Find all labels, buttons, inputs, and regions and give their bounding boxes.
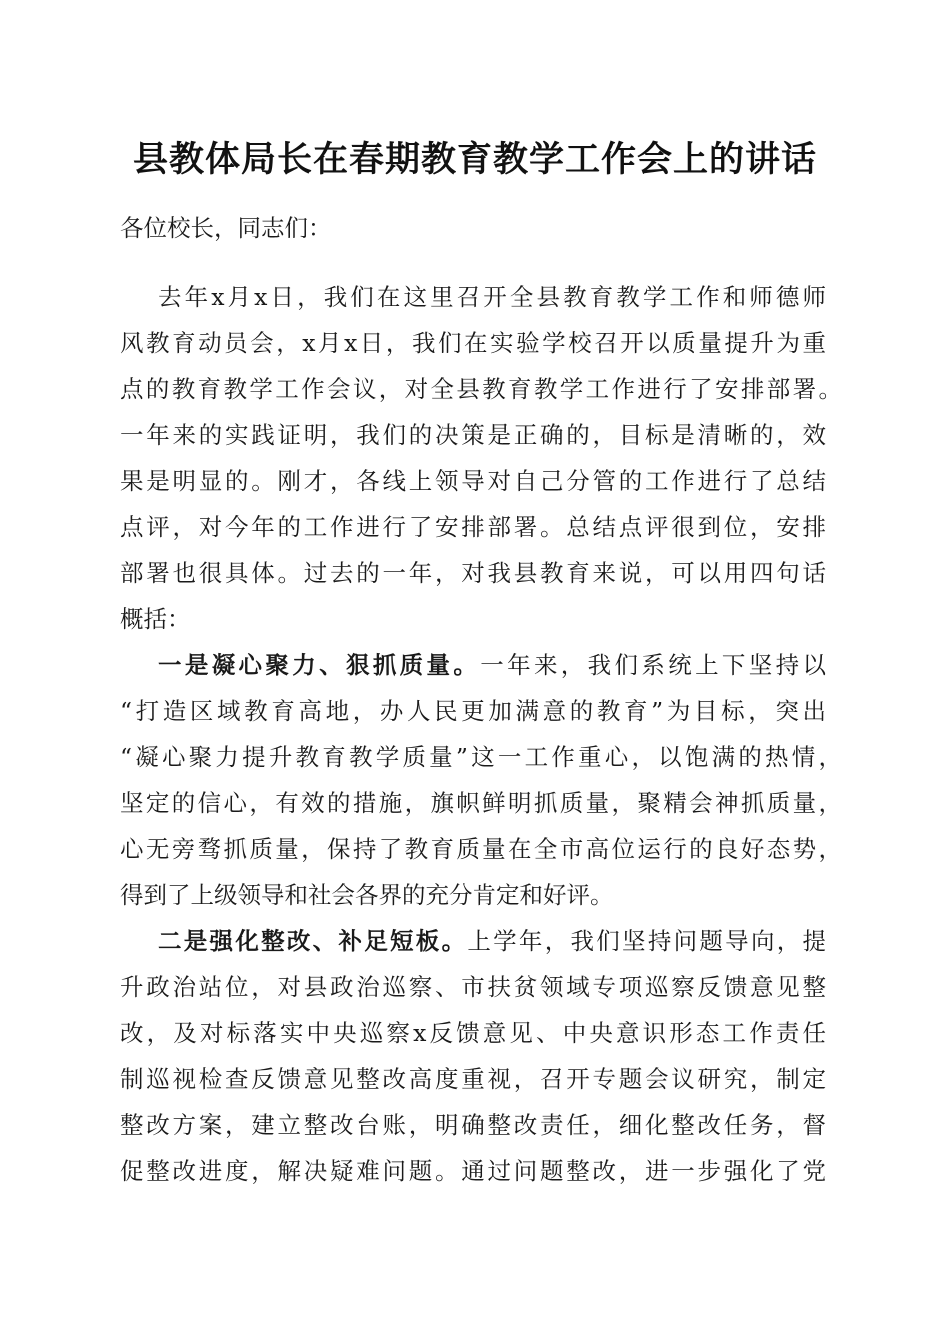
paragraph-1-line: 点的教育教学工作会议，对全县教育教学工作进行了安排部署。 (120, 375, 842, 403)
paragraph-3-first-rest: 上学年，我们坚持问题导向，提 (467, 927, 827, 955)
paragraph-3-line: 整改方案，建立整改台账，明确整改责任，细化整改任务，督 (120, 1111, 826, 1139)
paragraph-1-line: 一年来的实践证明，我们的决策是正确的，目标是清晰的，效 (120, 421, 826, 449)
paragraph-3-first-line (158, 918, 826, 964)
paragraph-2-lead: 一是凝心聚力、狠抓质量。 (158, 651, 481, 679)
paragraph-1-line: 部署也很具体。过去的一年，对我县教育来说，可以用四句话 (120, 559, 826, 587)
paragraph-2-line: 心无旁骛抓质量，保持了教育质量在全市高位运行的良好态势， (120, 835, 842, 863)
paragraph-1-line: 去年x月x日，我们在这里召开全县教育教学工作和师德师 (158, 283, 826, 311)
paragraph-2-line: “凝心聚力提升教育教学质量”这一工作重心，以饱满的热情， (120, 743, 842, 771)
document-title: 县教体局长在春期教育教学工作会上的讲话 (132, 139, 817, 180)
paragraph-2-line: 坚定的信心，有效的措施，旗帜鲜明抓质量，聚精会神抓质量， (120, 789, 842, 817)
paragraph-3-line: 制巡视检查反馈意见整改高度重视，召开专题会议研究，制定 (120, 1065, 826, 1093)
salutation: 各位校长，同志们： (120, 214, 332, 242)
paragraph-3-lead: 二是强化整改、补足短板。 (158, 927, 468, 955)
paragraph-3-line: 促整改进度，解决疑难问题。通过问题整改，进一步强化了党 (120, 1157, 826, 1185)
paragraph-2-first-line (158, 642, 826, 688)
paragraph-1-line: 风教育动员会，x月x日，我们在实验学校召开以质量提升为重 (120, 329, 826, 357)
paragraph-3-line: 改，及对标落实中央巡察x反馈意见、中央意识形态工作责任 (120, 1019, 826, 1047)
paragraph-1-line: 点评，对今年的工作进行了安排部署。总结点评很到位，安排 (120, 513, 826, 541)
paragraph-3-line: 升政治站位，对县政治巡察、市扶贫领域专项巡察反馈意见整 (120, 973, 826, 1001)
paragraph-1-line: 果是明显的。刚才，各线上领导对自己分管的工作进行了总结 (120, 467, 826, 495)
paragraph-2-line: 得到了上级领导和社会各界的充分肯定和好评。 (120, 881, 614, 909)
paragraph-2-first-rest: 一年来，我们系统上下坚持以 (480, 651, 826, 679)
paragraph-2-line: “打造区域教育高地，办人民更加满意的教育”为目标，突出 (120, 697, 826, 725)
paragraph-1-line: 概括： (120, 605, 191, 633)
